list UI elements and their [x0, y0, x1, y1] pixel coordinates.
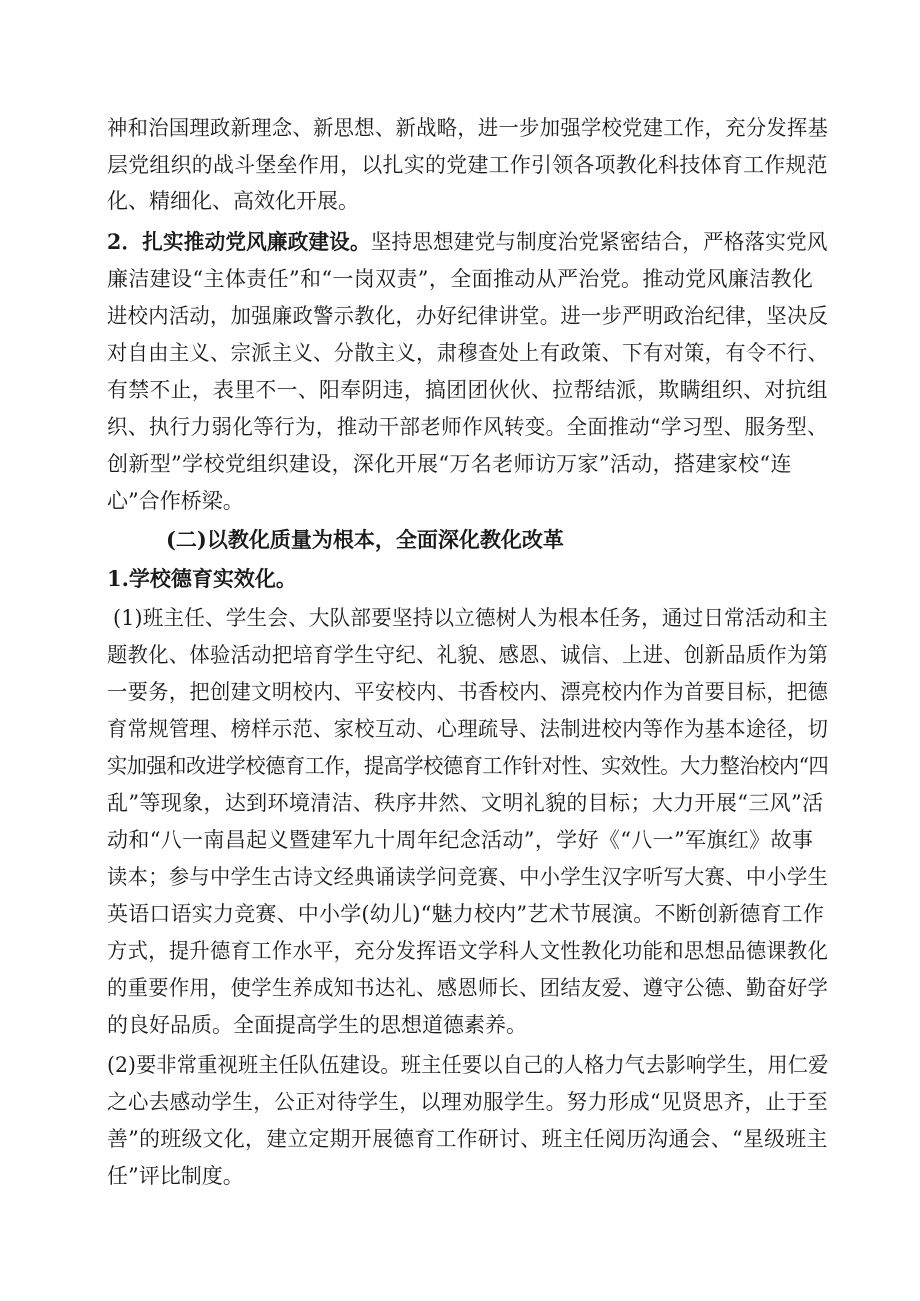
item-2-heading: 2．扎实推动党风廉政建设。 [107, 229, 371, 254]
sub-1-line-6: 乱”等现象，达到环境清洁、秩序井然、文明礼貌的目标；大力开展“三风”活 [107, 791, 824, 815]
sub-1-line-3: 一要务，把创建文明校内、平安校内、书香校内、漂亮校内作为首要目标，把德 [107, 680, 829, 704]
intro-line-3: 化、精细化、高效化开展。 [107, 189, 359, 213]
sub-1-line-10: 方式，提升德育工作水平，充分发挥语文学科人文性教化功能和思想品德课教化 [107, 939, 829, 963]
sub-2-line-2: 之心去感动学生，公正对待学生，以理劝服学生。努力形成“见贤思齐，止于至 [107, 1090, 828, 1114]
sub-2-line-3: 善”的班级文化，建立定期开展德育工作研讨、班主任阅历沟通会、“星级班主 [107, 1127, 828, 1151]
sub-1-line-12: 的良好品质。全面提高学生的思想道德素养。 [107, 1013, 527, 1037]
item-2-line-5: 有禁不止，表里不一、阳奉阴违，搞团团伙伙、拉帮结派，欺瞒组织、对抗组 [107, 378, 828, 402]
item-2-first-line-text: 坚持思想建党与制度治党紧密结合，严格落实党风 [370, 230, 828, 254]
intro-line-2: 层党组织的战斗堡垒作用，以扎实的党建工作引领各项教化科技体育工作规范 [107, 153, 828, 177]
sub-1-line-5: 实加强和改进学校德育工作，提高学校德育工作针对性、实效性。大力整治校内“四 [107, 754, 829, 778]
subheading-1: 1.学校德育实效化。 [107, 566, 297, 591]
sub-1-line-11: 的重要作用，使学生养成知书达礼、感恩师长、团结友爱、遵守公德、勤奋好学 [107, 976, 829, 1000]
item-2-line-8: 心”合作桥梁。 [107, 489, 244, 513]
item-2-line-4: 对自由主义、宗派主义、分散主义，肃穆查处上有政策、下有对策，有令不行、 [107, 341, 829, 365]
intro-line-1: 神和治国理政新理念、新思想、新战略，进一步加强学校党建工作，充分发挥基 [107, 116, 829, 140]
sub-1-line-1: (1)班主任、学生会、大队部要坚持以立德树人为根本任务，通过日常活动和主 [113, 606, 828, 630]
sub-1-line-4: 育常规管理、榜样示范、家校互动、心理疏导、法制进校内等作为基本途径，切 [107, 717, 829, 741]
sub-2-line-4: 任”评比制度。 [107, 1164, 244, 1188]
item-2-first-line [107, 227, 828, 257]
item-2-line-7: 创新型”学校党组织建设，深化开展“万名老师访万家”活动，搭建家校“连 [107, 452, 792, 476]
sub-2-line-1: (2)要非常重视班主任队伍建设。班主任要以自己的人格力气去影响学生，用仁爱 [107, 1053, 829, 1077]
sub-1-line-2: 题教化、体验活动把培育学生守纪、礼貌、感恩、诚信、上进、创新品质作为第 [107, 643, 829, 667]
item-2-line-2: 廉洁建设“主体责任”和“一岗双责”，全面推动从严治党。推动党风廉洁教化 [107, 267, 814, 291]
item-2-line-3: 进校内活动，加强廉政警示教化，办好纪律讲堂。进一步严明政治纪律，坚决反 [107, 304, 829, 328]
sub-1-line-7: 动和“八一南昌起义暨建军九十周年纪念活动”，学好《“八一”军旗红》故事 [107, 828, 814, 852]
sub-1-line-8: 读本；参与中学生古诗文经典诵读学问竞赛、中小学生汉字听写大赛、中小学生 [107, 865, 829, 889]
section-heading: (二)以教化质量为根本，全面深化教化改革 [166, 527, 564, 552]
sub-1-line-9: 英语口语实力竞赛、中小学(幼儿)“魅力校内”艺术节展演。不断创新德育工作 [107, 902, 825, 926]
item-2-line-6: 织、执行力弱化等行为，推动干部老师作风转变。全面推动“学习型、服务型、 [107, 415, 828, 439]
